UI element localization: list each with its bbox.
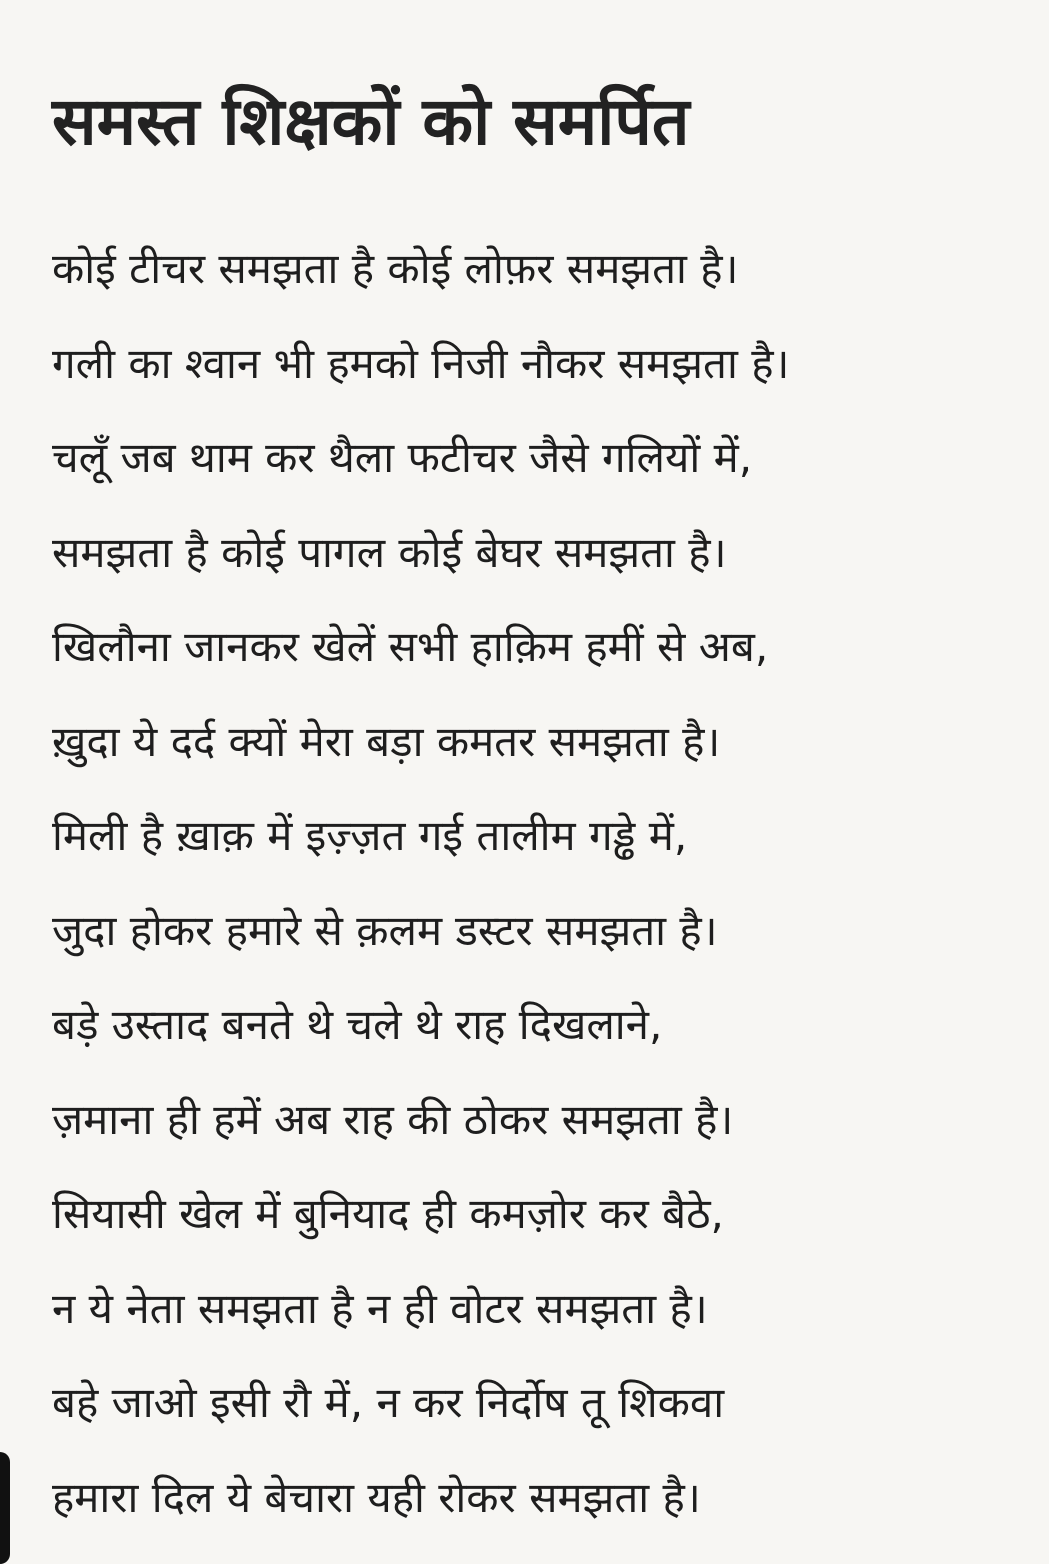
- poem-line: चलूँ जब थाम कर थैला फटीचर जैसे गलियों में,: [52, 433, 753, 482]
- poem-line: बड़े उस्ताद बनते थे चले थे राह दिखलाने,: [52, 1000, 663, 1049]
- poem-line: न ये नेता समझता है न ही वोटर समझता है।: [52, 1283, 708, 1333]
- poem-line: कोई टीचर समझता है कोई लोफ़र समझता है।: [52, 244, 739, 293]
- edge-scroll-handle[interactable]: [0, 1452, 10, 1564]
- poem-line: मिली है ख़ाक़ में इज़्ज़त गई तालीम गड्ढे में,: [52, 811, 688, 860]
- poem-line: हमारा दिल ये बेचारा यही रोकर समझता है।: [52, 1472, 701, 1522]
- poem-line: ज़माना ही हमें अब राह की ठोकर समझता है।: [52, 1094, 734, 1144]
- poem-line: गली का श्वान भी हमको निजी नौकर समझता है।: [52, 338, 790, 388]
- poem-line: जुदा होकर हमारे से क़लम डस्टर समझता है।: [52, 905, 718, 955]
- poem-line: खिलौना जानकर खेलें सभी हाक़िम हमीं से अब,: [52, 622, 769, 671]
- poem-line: सियासी खेल में बुनियाद ही कमज़ोर कर बैठे,: [52, 1189, 724, 1238]
- poem-line: ख़ुदा ये दर्द क्यों मेरा बड़ा कमतर समझता है।: [52, 716, 721, 766]
- poem-line: बहे जाओ इसी रौ में, न कर निर्दोष तू शिकवा: [52, 1378, 725, 1427]
- poem-title: समस्त शिक्षकों को समर्पित: [52, 83, 690, 160]
- poem-body: [52, 222, 1032, 1545]
- poem-line: समझता है कोई पागल कोई बेघर समझता है।: [52, 527, 727, 577]
